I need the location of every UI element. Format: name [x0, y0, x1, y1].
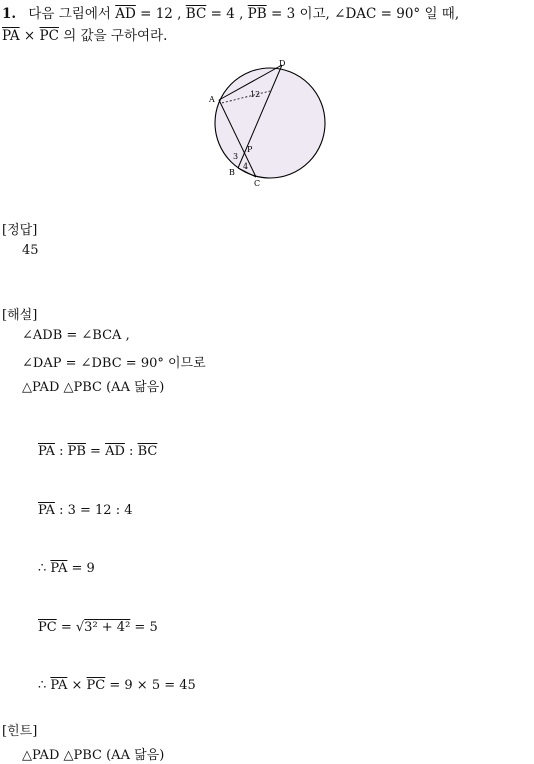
label-p: P	[247, 145, 253, 154]
label-d: D	[279, 59, 286, 68]
times-sign: ×	[67, 678, 87, 693]
equation-ratio	[38, 444, 157, 459]
answer-value: 45	[22, 243, 39, 258]
answer-header: [정답]	[2, 223, 38, 238]
problem-text: = 4 ,	[210, 6, 244, 22]
segment-pa: $\overline{PA}$	[50, 561, 68, 576]
circle-shape	[215, 68, 325, 178]
equation-rest: = 9	[67, 561, 95, 576]
problem-text: 의 값을 구하여라.	[63, 28, 168, 44]
problem-text: 다음 그림에서	[28, 6, 111, 22]
problem-text: = 12 ,	[140, 6, 182, 22]
segment-pa: $\overline{PA}$	[50, 678, 68, 693]
times-sign: ×	[23, 28, 36, 44]
equation-product	[38, 678, 196, 693]
label-3: 3	[233, 152, 239, 161]
hint-text: △PAD △PBC (AA 닮음)	[22, 748, 165, 763]
segment-pa: $\overline{PA}$	[2, 28, 20, 44]
segment-ad: $\overline{AD}$	[105, 444, 125, 459]
equation-pc-result	[38, 620, 158, 635]
label-4: 4	[243, 162, 249, 171]
label-b: B	[229, 168, 235, 177]
equation-rest: : 3 = 12 : 4	[54, 503, 133, 518]
equation-rest: = 9 × 5 = 45	[105, 678, 196, 693]
equation-substitution	[38, 503, 132, 518]
label-a: A	[209, 95, 215, 104]
segment-bc: $\overline{BC}$	[137, 444, 158, 459]
equals: =	[85, 444, 106, 459]
solution-line-3: △PAD △PBC (AA 닮음)	[22, 380, 165, 395]
therefore-sign: ∴	[38, 678, 51, 693]
segment-bc: $\overline{BC}$	[185, 6, 207, 22]
label-12: 12	[250, 90, 261, 99]
problem-line-2	[2, 24, 167, 44]
segment-pa: $\overline{PA}$	[38, 503, 55, 518]
problem-line-1	[2, 2, 459, 22]
problem-text: = 3 이고, ∠DAC = 90° 일 때,	[270, 6, 460, 22]
equation-rest: = 5	[130, 620, 158, 635]
label-c: C	[254, 179, 261, 188]
solution-line-1: ∠ADB = ∠BCA ,	[22, 328, 130, 343]
segment-pc: $\overline{PC}$	[86, 678, 106, 693]
segment-pc: $\overline{PC}$	[38, 620, 57, 635]
radicand: 3² + 4²	[84, 620, 131, 635]
sqrt-sign: √	[75, 620, 85, 635]
colon: :	[54, 444, 68, 459]
segment-pc: $\overline{PC}$	[39, 28, 59, 44]
segment-pa: $\overline{PA}$	[38, 444, 55, 459]
therefore-sign: ∴	[38, 561, 51, 576]
segment-pb: $\overline{PB}$	[67, 444, 86, 459]
problem-number: 1.	[2, 6, 17, 22]
colon: :	[124, 444, 138, 459]
equals: =	[56, 620, 76, 635]
solution-header: [해설]	[2, 308, 38, 323]
equation-pa-result	[38, 561, 95, 576]
circle-figure	[200, 55, 340, 195]
hint-header: [힌트]	[2, 724, 38, 739]
segment-pb: $\overline{PB}$	[247, 6, 267, 22]
solution-line-2: ∠DAP = ∠DBC = 90° 이므로	[22, 356, 206, 371]
segment-ad: $\overline{AD}$	[115, 6, 136, 22]
